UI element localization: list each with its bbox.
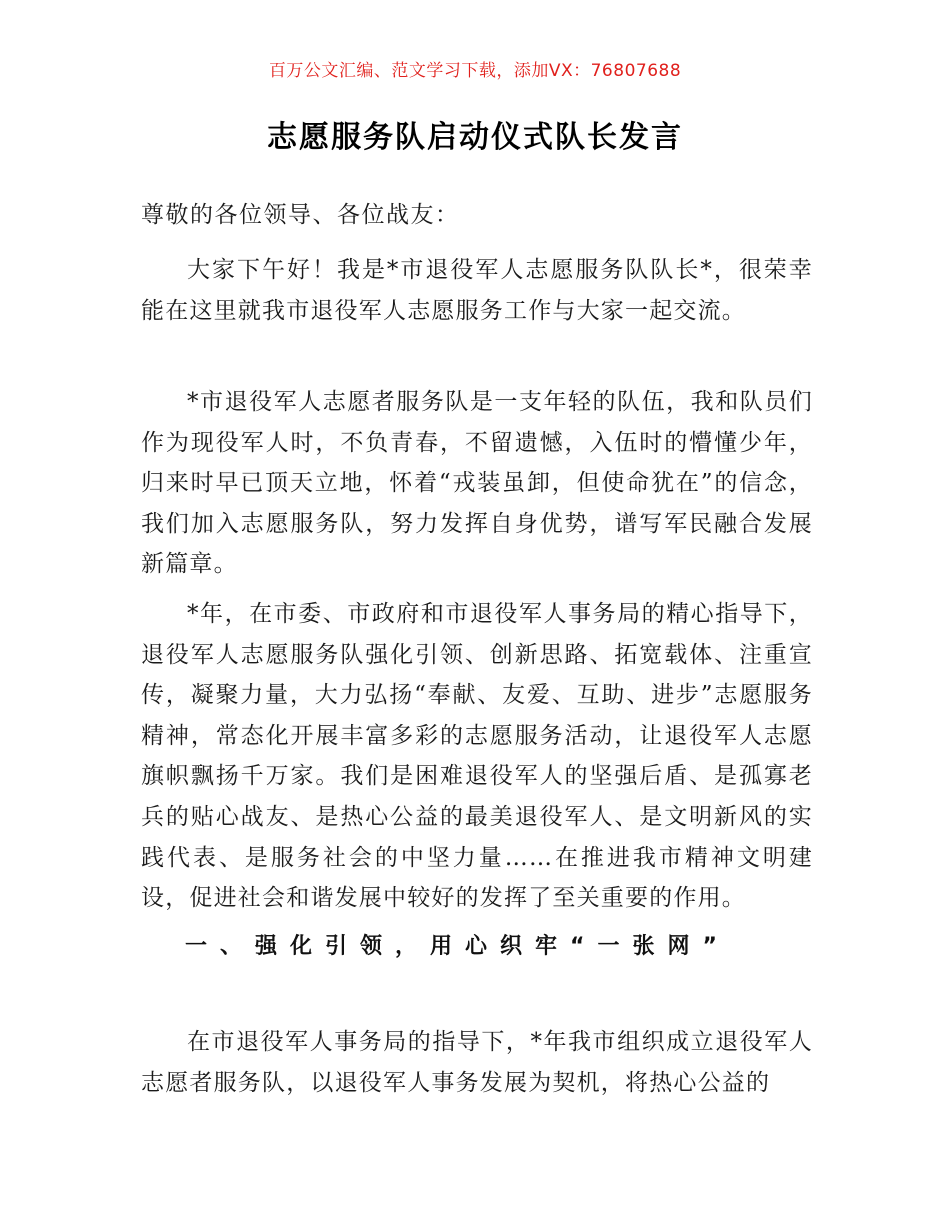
section-heading: 一、强化引领，用心织牢“一张网” <box>185 934 730 959</box>
paragraph-3: *年，在市委、市政府和市退役军人事务局的精心指导下，退役军人志愿服务队强化引领、创新思路、拓宽载体、注重宣传，凝聚力量，大力弘扬“奉献、友爱、互助、进步”志愿服务精神，常态化开展丰富多彩的志愿服务活动，让退役军人志愿旗帜飘扬千万家。我们是困难退役军人的坚强后盾、是孤寡老兵的贴心战友、是热心公益的最美退役军人、是文明新风的实践代表、是服务社会的中坚力量……在推进我市精神文明建设，促进社会和谐发展中较好的发挥了至关重要的作用。 <box>141 601 813 912</box>
salutation: 尊敬的各位领导、各位战友： <box>141 202 460 228</box>
paragraph-2: *市退役军人志愿者服务队是一支年轻的队伍，我和队员们作为现役军人时，不负青春，不留遗憾，入伍时的懵懂少年，归来时早已顶天立地，怀着“戎装虽卸，但使命犹在”的信念，我们加入志愿服务队，努力发挥自身优势，谱写军民融合发展新篇章。 <box>141 389 813 578</box>
header-banner: 百万公文汇编、范文学习下载，添加VX：76807688 <box>268 61 682 81</box>
paragraph-4: 在市退役军人事务局的指导下，*年我市组织成立退役军人志愿者服务队，以退役军人事务发展为契机，将热心公益的 <box>141 1029 813 1096</box>
document-title: 志愿服务队启动仪式队长发言 <box>267 120 683 155</box>
paragraph-1: 大家下午好！我是*市退役军人志愿服务队队长*，很荣幸能在这里就我市退役军人志愿服务工作与大家一起交流。 <box>141 257 813 324</box>
